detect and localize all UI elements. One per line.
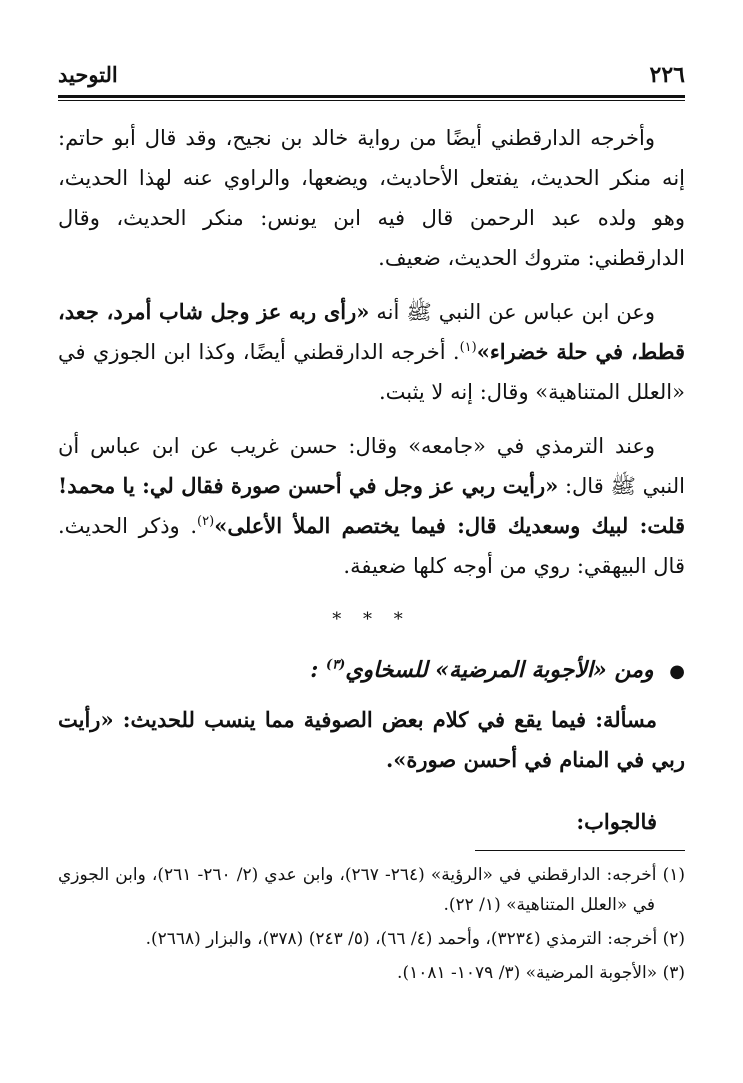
bullet-icon: ● bbox=[669, 661, 685, 682]
footnote-3: (٣) «الأجوبة المرضية» (٣/ ١٠٧٩- ١٠٨١). bbox=[397, 963, 685, 983]
answer-label: فالجواب: bbox=[576, 809, 657, 834]
hadith-quote-1: «رأى ربه عز وجل شاب أمرد، جعد، قطط، في حلة خضراء» bbox=[58, 299, 685, 364]
paragraph-3 bbox=[58, 426, 685, 586]
paragraph-2-rest: . أخرجه الدارقطني أيضًا، وكذا ابن الجوزي في «العلل المتناهية» وقال: إنه لا يثبت. bbox=[58, 340, 685, 404]
paragraph-3-rest: . وذكر الحديث. قال البيهقي: روي من أوجه كلها ضعيفة. bbox=[58, 514, 685, 578]
footnote-1: (١) أخرجه: الدارقطني في «الرؤية» (٢٦٤- ٢٦٧)، وابن عدي (٢/ ٢٦٠- ٢٦١)، وابن الجوزي في «العلل المتناهية» (١/ ٢٢). bbox=[58, 865, 685, 915]
hadith-quote-2: «رأيت ربي عز وجل في أحسن صورة فقال لي: يا محمد! قلت: لبيك وسعديك قال: فيما يختصم الملأ الأعلى» bbox=[58, 473, 685, 538]
section-title: ومن «الأجوبة المرضية» للسخاوي bbox=[345, 657, 654, 683]
section-divider-stars: * * * bbox=[332, 609, 411, 630]
section-heading bbox=[58, 648, 685, 694]
footnote-ref-1: (١) bbox=[459, 340, 477, 355]
paragraph-2 bbox=[58, 292, 685, 412]
footnote-separator bbox=[475, 850, 685, 851]
section-colon: : bbox=[310, 657, 319, 683]
page-number: ٢٢٦ bbox=[649, 62, 685, 88]
running-title: التوحيد bbox=[58, 62, 118, 87]
footnote-ref-3: (٣) bbox=[325, 657, 346, 673]
page-header bbox=[58, 52, 685, 92]
paragraph-3-intro: وعند الترمذي في «جامعه» وقال: حسن غريب عن ابن عباس أن النبي ﷺ قال: bbox=[58, 434, 685, 498]
footnote-2: (٢) أخرجه: الترمذي (٣٢٣٤)، وأحمد (٤/ ٦٦)، (٥/ ٢٤٣) (٣٧٨)، والبزار (٢٦٦٨). bbox=[145, 929, 685, 949]
question-text: مسألة: فيما يقع في كلام بعض الصوفية مما ينسب للحديث: «رأيت ربي في المنام في أحسن صورة». bbox=[58, 707, 685, 772]
footnote-ref-2: (٢) bbox=[197, 514, 215, 529]
header-rule-thin bbox=[58, 100, 685, 101]
main-text bbox=[58, 118, 685, 842]
paragraph-1: وأخرجه الدارقطني أيضًا من رواية خالد بن نجيح، وقد قال أبو حاتم: إنه منكر الحديث، يفتعل الأحاديث، ويضعها، والراوي عنه لهذا الحديث، وهو ولده عبد الرحمن قال فيه ابن يونس: منكر الحديث، وقال الدارقطني: متروك الحديث، ضعيف. bbox=[58, 126, 685, 270]
footnotes bbox=[58, 860, 685, 992]
header-rule-thick bbox=[58, 95, 685, 98]
paragraph-2-intro: وعن ابن عباس عن النبي ﷺ أنه bbox=[376, 300, 655, 324]
